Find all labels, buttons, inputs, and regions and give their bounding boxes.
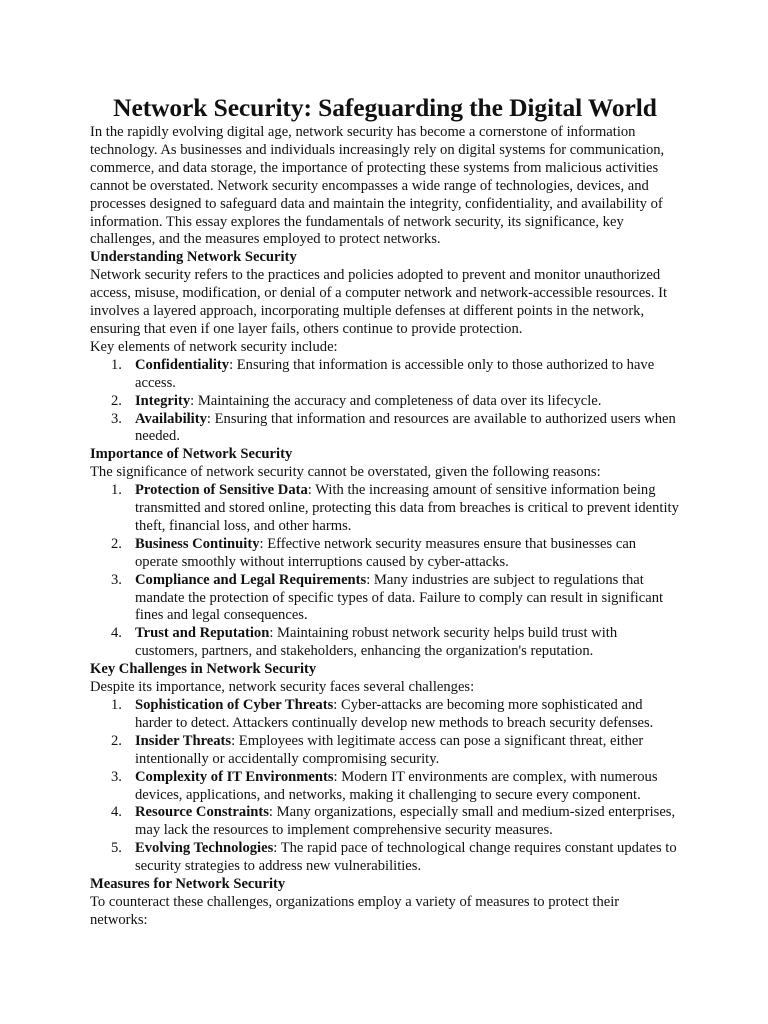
importance-lead: The significance of network security cannot be overstated, given the following reasons: xyxy=(90,464,601,481)
list-item: 3. Complexity of IT Environments: Modern IT environments are complex, with numerous devices, applications, and networks, making it challenging to secure every component. xyxy=(111,768,658,803)
understanding-list xyxy=(90,357,680,447)
list-item: 4. Trust and Reputation: Maintaining robust network security helps build trust with customers, partners, and stakeholders, enhancing the organization's reputation. xyxy=(111,625,618,660)
challenges-list xyxy=(90,697,680,876)
list-item: 3. Compliance and Legal Requirements: Many industries are subject to regulations that mandate the protection of specific types of data. Failure to comply can result in significant fines and legal consequences. xyxy=(111,571,664,624)
measures-lead: To counteract these challenges, organizations employ a variety of measures to protect their networks: xyxy=(90,893,620,928)
importance-list xyxy=(90,482,680,661)
section-heading-importance: Importance of Network Security xyxy=(90,446,293,463)
understanding-paragraph: Network security refers to the practices and policies adopted to prevent and monitor unauthorized access, misuse, modification, or denial of a computer network and network-accessible resources. It involves a layered approach, incorporating multiple defenses at different points in the network, ensuring that even if one layer fails, others continue to provide protection. xyxy=(90,267,668,337)
list-item: 4. Resource Constraints: Many organizations, especially small and medium-sized enterprises, may lack the resources to implement comprehensive security measures. xyxy=(111,804,676,839)
list-item: 1. Sophistication of Cyber Threats: Cyber-attacks are becoming more sophisticated and harder to detect. Attackers continually develop new methods to breach security defenses. xyxy=(111,697,654,731)
intro-paragraph: In the rapidly evolving digital age, network security has become a cornerstone of information technology. As businesses and individuals increasingly rely on digital systems for communication, commerce, and data storage, the importance of protecting these systems from malicious activities cannot be overstated. Network security encompasses a wide range of technologies, devices, and processes designed to safeguard data and maintain the integrity, confidentiality, and availability of information. This essay explores the fundamentals of network security, its significance, key challenges, and the measures employed to protect networks. xyxy=(90,124,665,248)
page-title: Network Security: Safeguarding the Digital World xyxy=(113,93,657,122)
list-item: 2. Business Continuity: Effective network security measures ensure that businesses can operate smoothly without interruptions caused by cyber-attacks. xyxy=(111,535,637,570)
list-item: 2. Insider Threats: Employees with legitimate access can pose a significant threat, either intentionally or accidentally compromising security. xyxy=(111,732,644,767)
understanding-lead: Key elements of network security include: xyxy=(90,338,338,355)
section-heading-understanding: Understanding Network Security xyxy=(90,249,297,266)
list-item: 1. Protection of Sensitive Data: With the increasing amount of sensitive information being transmitted and stored online, protecting this data from breaches is critical to prevent identity theft, financial loss, and other harms. xyxy=(111,482,679,534)
list-item: 5. Evolving Technologies: The rapid pace of technological change requires constant updates to security strategies to address new vulnerabilities. xyxy=(111,840,677,875)
list-item: 3. Availability: Ensuring that information and resources are available to authorized users when needed. xyxy=(111,410,676,445)
list-item: 1. Confidentiality: Ensuring that information is accessible only to those authorized to have access. xyxy=(111,356,655,391)
list-item: 2. Integrity: Maintaining the accuracy and completeness of data over its lifecycle. xyxy=(111,392,602,409)
section-heading-challenges: Key Challenges in Network Security xyxy=(90,661,317,678)
challenges-lead: Despite its importance, network security faces several challenges: xyxy=(90,679,475,696)
section-heading-measures: Measures for Network Security xyxy=(90,876,286,893)
